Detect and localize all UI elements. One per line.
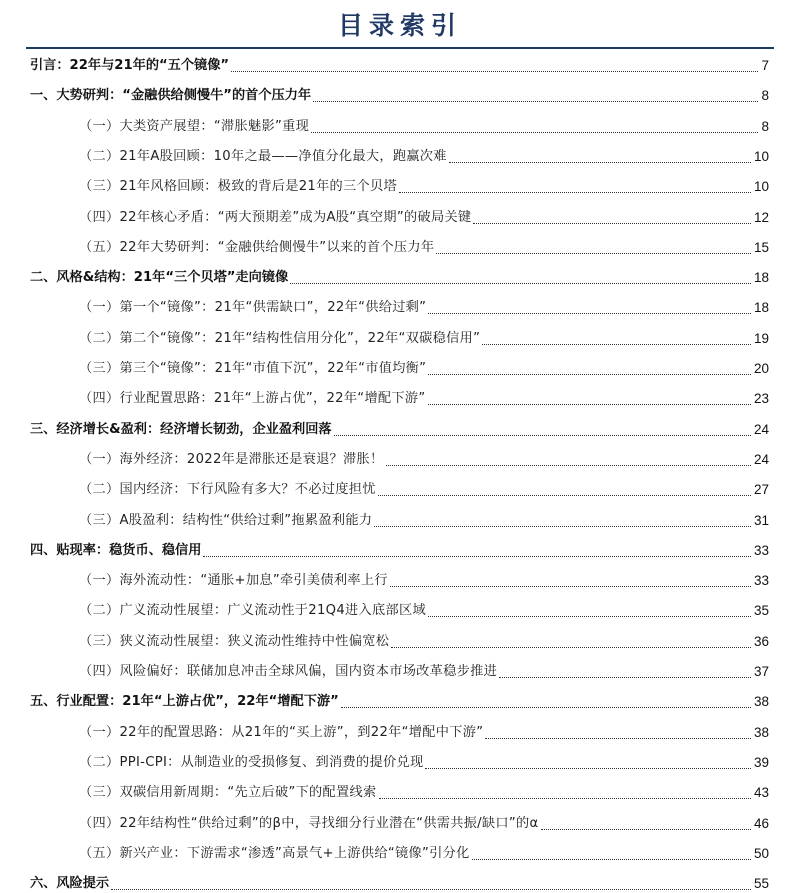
toc-entry-title: （三）双碳信用新周期：“先立后破”下的配置线索	[79, 785, 377, 801]
toc-page-number: 46	[753, 815, 769, 831]
toc-entry-line	[30, 540, 769, 560]
toc-entry-line	[79, 237, 769, 257]
toc-entry-line	[79, 116, 769, 136]
dot-leader	[485, 738, 751, 739]
toc-entry-title: （一）第一个“镜像”：21年“供需缺口”，22年“供给过剩”	[79, 300, 427, 316]
toc-entry-line	[79, 661, 769, 681]
toc-subsection-entry[interactable]	[0, 207, 800, 227]
toc-entry-title: （二）第二个“镜像”：21年“结构性信用分化”，22年“双碳稳信用”	[79, 330, 481, 346]
toc-subsection-entry[interactable]	[0, 813, 800, 833]
toc-entry-line	[79, 449, 769, 469]
toc-entry-line	[79, 570, 769, 590]
toc-subsection-entry[interactable]	[0, 752, 800, 772]
toc-section-entry[interactable]	[0, 873, 800, 893]
toc-page-number: 31	[753, 512, 769, 528]
toc-page-number: 36	[753, 633, 769, 649]
toc-entry-title: （五）22年大势研判：“金融供给侧慢牛”以来的首个压力年	[79, 239, 435, 255]
dot-leader	[399, 192, 751, 193]
toc-subsection-entry[interactable]	[0, 782, 800, 802]
toc-entry-line	[79, 722, 769, 742]
dot-leader	[231, 71, 758, 72]
toc-entry-line	[30, 267, 769, 287]
dot-leader	[473, 223, 751, 224]
toc-page-number: 38	[753, 724, 769, 740]
toc-subsection-entry[interactable]	[0, 843, 800, 863]
toc-entry-title: （一）22年的配置思路：从21年的“买上游”，到22年“增配中下游”	[79, 724, 484, 740]
toc-page-number: 24	[753, 451, 769, 467]
toc-subsection-entry[interactable]	[0, 722, 800, 742]
toc-page-number: 7	[761, 58, 769, 73]
dot-leader	[541, 829, 751, 830]
title-divider	[26, 47, 774, 49]
toc-section-entry[interactable]	[0, 85, 800, 105]
dot-leader	[428, 616, 751, 617]
toc-entry-title: 二、风格&结构：21年“三个贝塔”走向镜像	[30, 270, 289, 286]
toc-page-number: 10	[753, 179, 769, 195]
toc-subsection-entry[interactable]	[0, 146, 800, 166]
toc-page-number: 15	[753, 239, 769, 255]
toc-page-number: 50	[753, 845, 769, 861]
toc-subsection-entry[interactable]	[0, 297, 800, 317]
toc-entry-line	[79, 813, 769, 833]
dot-leader	[379, 798, 751, 799]
toc-page-number: 8	[761, 88, 769, 104]
toc-entry-line	[79, 176, 769, 196]
dot-leader	[436, 253, 751, 254]
toc-subsection-entry[interactable]	[0, 116, 800, 136]
toc-entry-line	[79, 297, 769, 317]
toc-page-number: 8	[761, 118, 769, 134]
toc-entry-line	[30, 873, 769, 893]
toc-entry-line	[79, 479, 769, 499]
toc-entry-line	[30, 55, 769, 75]
toc-entry-line	[79, 146, 769, 166]
toc-entry-title: 引言：22年与21年的“五个镜像”	[30, 58, 230, 73]
toc-subsection-entry[interactable]	[0, 570, 800, 590]
toc-page-number: 38	[753, 694, 769, 710]
toc-page-number: 55	[753, 876, 769, 892]
toc-page-number: 33	[753, 573, 769, 589]
dot-leader	[425, 768, 751, 769]
toc-entry-line	[79, 328, 769, 348]
toc-entry-title: （三）狭义流动性展望：狭义流动性维持中性偏宽松	[79, 633, 390, 649]
dot-leader	[499, 677, 751, 678]
toc-entry-title: （四）22年核心矛盾：“两大预期差”成为A股“真空期”的破局关键	[79, 209, 472, 225]
toc-page-number: 18	[753, 270, 769, 286]
toc-page-number: 20	[753, 361, 769, 376]
toc-page-number: 12	[753, 209, 769, 225]
toc-entry-line	[79, 752, 769, 772]
toc-subsection-entry[interactable]	[0, 510, 800, 530]
toc-page-number: 10	[753, 148, 769, 164]
toc-entry-title: （四）行业配置思路：21年“上游占优”，22年“增配下游”	[79, 391, 426, 407]
toc-page-number: 33	[753, 542, 769, 558]
toc-entry-line	[79, 782, 769, 802]
dot-leader	[472, 859, 751, 860]
toc-subsection-entry[interactable]	[0, 661, 800, 681]
dot-leader	[290, 283, 751, 284]
toc-entry-line	[30, 85, 769, 105]
toc-subsection-entry[interactable]	[0, 358, 800, 378]
toc-entry-line	[79, 631, 769, 651]
dot-leader	[428, 374, 751, 375]
page-title: 目录索引	[337, 11, 462, 40]
toc-entry-title: （二）广义流动性展望：广义流动性于21Q4进入底部区域	[79, 603, 426, 619]
toc-entry-title: （三）A股盈利：结构性“供给过剩”拖累盈利能力	[79, 512, 373, 528]
toc-entry-line	[79, 843, 769, 863]
toc-page-number: 35	[753, 603, 769, 619]
toc-section-entry[interactable]	[0, 540, 800, 560]
toc-page-number: 37	[753, 664, 769, 679]
dot-leader	[482, 344, 751, 345]
toc-subsection-entry[interactable]	[0, 388, 800, 408]
toc-entry-title: 三、经济增长&盈利：经济增长韧劲，企业盈利回落	[30, 421, 332, 437]
toc-entry-title: （四）风险偏好：联储加息冲击全球风偏，国内资本市场改革稳步推进	[79, 664, 498, 679]
toc-entry-title: 四、贴现率：稳货币、稳信用	[30, 542, 202, 558]
dot-leader	[391, 647, 751, 648]
toc-entry-line	[79, 207, 769, 227]
toc-entry-title: （一）大类资产展望：“滞胀魅影”重现	[79, 118, 310, 134]
toc-entry-title: 一、大势研判：“金融供给侧慢牛”的首个压力年	[30, 88, 312, 104]
toc-entry-line	[30, 419, 769, 439]
toc-entry-title: （二）国内经济：下行风险有多大？不必过度担忧	[79, 482, 376, 498]
dot-leader	[311, 132, 758, 133]
toc-entry-title: 六、风险提示	[30, 876, 110, 892]
dot-leader	[428, 404, 751, 405]
toc-entry-title: （二）21年A股回顾：10年之最——净值分化最大，跑赢次难	[79, 148, 447, 164]
dot-leader	[428, 313, 751, 314]
toc-subsection-entry[interactable]	[0, 479, 800, 499]
toc-entry-line	[79, 510, 769, 530]
toc-page-number: 43	[753, 785, 769, 801]
toc-entry-title: （二）PPI-CPI：从制造业的受损修复、到消费的提价兑现	[79, 754, 424, 770]
toc-page-number: 19	[753, 330, 769, 346]
dot-leader	[390, 586, 751, 587]
toc-page-number: 27	[753, 482, 769, 498]
toc-entry-title: （三）第三个“镜像”：21年“市值下沉”，22年“市值均衡”	[79, 361, 427, 376]
toc-page-number: 18	[753, 300, 769, 316]
dot-leader	[341, 707, 751, 708]
toc-subsection-entry[interactable]	[0, 328, 800, 348]
toc-subsection-entry[interactable]	[0, 600, 800, 620]
dot-leader	[449, 162, 751, 163]
toc-entry-title: （一）海外经济：2022年是滞胀还是衰退？滞胀！	[79, 451, 384, 467]
toc-subsection-entry[interactable]	[0, 631, 800, 651]
toc-entry-line	[79, 358, 769, 378]
toc-page-number: 23	[753, 391, 769, 407]
toc-page-number: 39	[753, 754, 769, 770]
toc-section-entry[interactable]	[0, 267, 800, 287]
dot-leader	[378, 495, 751, 496]
toc-page-number: 24	[753, 421, 769, 437]
toc-subsection-entry[interactable]	[0, 237, 800, 257]
toc-entry-line	[79, 600, 769, 620]
toc-entry-title: （五）新兴产业：下游需求“渗透”高景气+上游供给“镜像”引分化	[79, 845, 470, 861]
dot-leader	[203, 556, 751, 557]
toc-entry-title: 五、行业配置：21年“上游占优”，22年“增配下游”	[30, 694, 339, 710]
dot-leader	[374, 526, 751, 527]
toc-subsection-entry[interactable]	[0, 176, 800, 196]
toc-subsection-entry[interactable]	[0, 449, 800, 469]
dot-leader	[386, 465, 751, 466]
toc-section-entry[interactable]	[0, 691, 800, 711]
dot-leader	[313, 101, 758, 102]
toc-entry-title: （三）21年风格回顾：极致的背后是21年的三个贝塔	[79, 179, 397, 195]
toc-entry-title: （一）海外流动性：“通胀+加息”牵引美债利率上行	[79, 573, 388, 589]
dot-leader	[334, 435, 751, 436]
toc-section-entry[interactable]	[0, 55, 800, 75]
toc-section-entry[interactable]	[0, 419, 800, 439]
toc-entry-title: （四）22年结构性“供给过剩”的β中，寻找细分行业潜在“供需共振/缺口”的α	[79, 815, 539, 831]
toc-entry-line	[30, 691, 769, 711]
toc-entry-line	[79, 388, 769, 408]
